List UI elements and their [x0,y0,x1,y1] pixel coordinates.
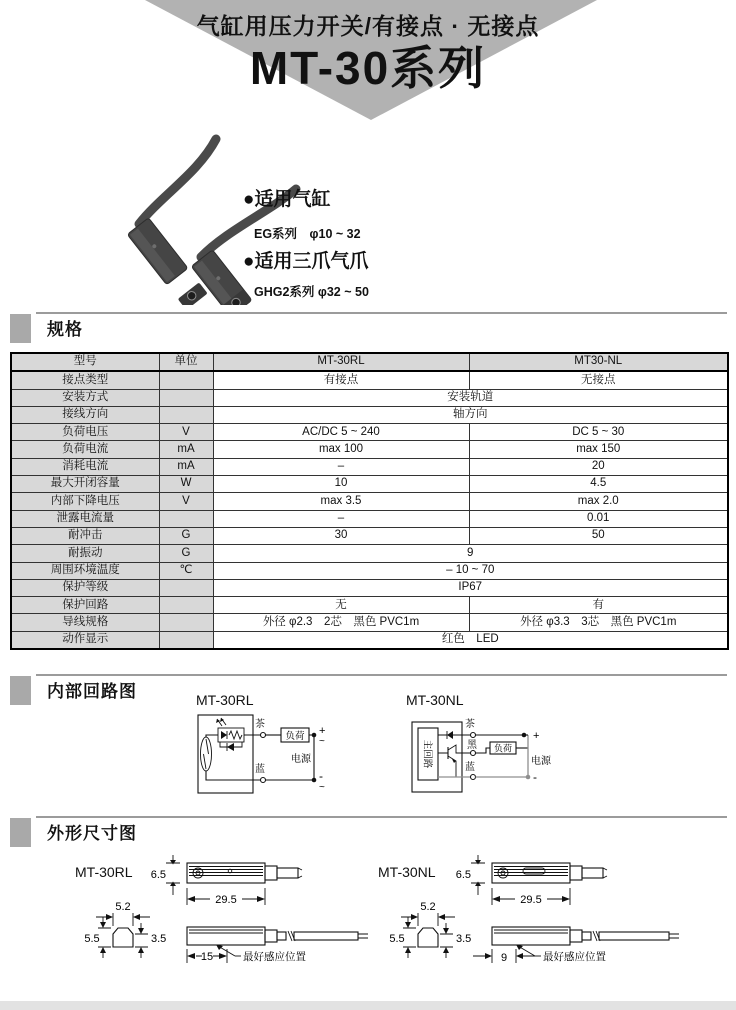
minus-label: - [319,769,323,783]
black-label: 黑 [467,740,477,751]
spec-value: 有接点 [213,371,469,389]
spec-unit: mA [159,458,213,475]
spec-value: 外径 φ2.3 2芯 黑色 PVC1m [213,614,469,631]
led-resistor-block [216,718,244,751]
svg-text:5.2: 5.2 [115,901,131,913]
cross-section [389,901,471,958]
section-rule [36,816,727,818]
svg-text:3.5: 3.5 [151,933,167,945]
spec-label: 导线规格 [11,614,159,631]
svg-text:5.5: 5.5 [389,933,405,945]
page-title: MT-30系列 [249,42,487,94]
spec-label: 保护等级 [11,579,159,596]
blue-label: 蓝 [465,762,475,773]
spec-unit [159,510,213,527]
product-photo [70,133,310,305]
spec-value: 无接点 [469,371,728,389]
spec-value: 红色 LED [213,631,728,649]
blue-wire [206,771,261,780]
table-row [11,579,728,596]
main-circuit-text [422,740,434,769]
sensor-body [127,218,207,305]
applicable-gripper-title: ●适用三爪气爪 [243,251,369,272]
applicable-gripper-detail: GHG2系列 φ32 ~ 50 [254,285,369,299]
section-title-spec: 规格 [47,320,83,339]
section-marker [10,676,31,705]
spec-label: 负荷电流 [11,441,159,458]
table-row [11,424,728,441]
spec-label: 耐振动 [11,545,159,562]
svg-text:6.5: 6.5 [455,869,471,881]
spec-unit: V [159,493,213,510]
spec-cell: 型号 [11,353,159,371]
sensor-cable [139,139,216,224]
applicable-cylinder-detail: EG系列 φ10 ~ 32 [254,227,361,241]
spec-label: 接线方向 [11,406,159,423]
dim-sense-offset [187,949,227,963]
sense-pointer [216,945,306,964]
spec-label: 动作显示 [11,631,159,649]
circuit-rl-label: MT-30RL [196,692,254,708]
spec-label: 泄露电流量 [11,510,159,527]
spec-unit: G [159,527,213,544]
spec-value: IP67 [213,579,728,596]
spec-label: 最大开闭容量 [11,476,159,493]
table-row [11,631,728,649]
table-row [11,371,728,389]
circuit-diagram-nl [402,706,562,798]
spec-value: 0.01 [469,510,728,527]
spec-value: 轴方向 [213,406,728,423]
circuit-nl-label: MT-30NL [406,692,464,708]
blue-terminal [261,778,266,783]
power-label: 电源 [291,754,311,765]
svg-text:最好感应位置: 最好感应位置 [243,951,306,963]
tilde-label: ~ [319,782,325,793]
spec-value: 外径 φ3.3 3芯 黑色 PVC1m [469,614,728,631]
side-view [187,927,368,945]
spec-value: max 100 [213,441,469,458]
spec-value: 10 [213,476,469,493]
circuit-diagram-rl [192,706,352,798]
svg-text:5.5: 5.5 [84,933,100,945]
spec-value: 30 [213,527,469,544]
spec-label: 周围环境温度 [11,562,159,579]
side-view [492,927,679,945]
load-label: 负荷 [493,743,513,754]
dim-height [151,855,180,895]
spec-unit: W [159,476,213,493]
sense-pointer [516,945,606,964]
dimension-drawing-nl [375,855,685,990]
minus-label: - [533,770,537,784]
svg-text:6.5: 6.5 [150,869,166,881]
svg-text:29.5: 29.5 [520,894,542,906]
table-row [11,458,728,475]
load-label: 负荷 [285,731,305,742]
blue-terminal [471,775,476,780]
spec-value: – [213,458,469,475]
spec-cell: MT-30RL [213,353,469,371]
table-row [11,493,728,510]
reed-switch-symbol [201,737,212,771]
applicable-cylinder-title: ●适用气缸 [243,189,331,210]
spec-unit [159,371,213,389]
plus-label: + [533,730,540,742]
page-footer-bar [0,1001,736,1010]
spec-unit [159,614,213,631]
spec-value: 50 [469,527,728,544]
table-row [11,597,728,614]
table-row [11,614,728,631]
table-header-row [11,353,728,371]
spec-label: 负荷电压 [11,424,159,441]
spec-unit [159,389,213,406]
spec-value: AC/DC 5 ~ 240 [213,424,469,441]
spec-label: 内部下降电压 [11,493,159,510]
dim-length [187,888,265,906]
spec-value: 有 [469,597,728,614]
top-view [492,863,607,883]
plus-label: + [319,725,326,737]
spec-value: – [213,510,469,527]
spec-value: max 150 [469,441,728,458]
spec-table [10,352,729,650]
spec-unit [159,579,213,596]
bullet-icon: ● [243,251,255,272]
dim-height [456,855,485,895]
circuit-box [412,722,462,792]
brown-terminal [261,733,266,738]
spec-label: 安装方式 [11,389,159,406]
spec-unit: ℃ [159,562,213,579]
section-marker [10,314,31,343]
section-rule [36,312,727,314]
svg-text:5.2: 5.2 [420,901,436,913]
cross-section [84,901,166,958]
table-row [11,441,728,458]
black-terminal [471,751,476,756]
spec-unit: V [159,424,213,441]
brown-terminal [471,733,476,738]
brown-label: 茶 [465,719,475,730]
section-rule [36,674,727,676]
circuit-box [198,715,253,793]
spec-value: 9 [213,545,728,562]
spec-label: 保护回路 [11,597,159,614]
spec-unit [159,597,213,614]
brown-label: 茶 [255,719,265,730]
section-marker [10,818,31,847]
spec-value: – 10 ~ 70 [213,562,728,579]
blue-label: 蓝 [255,764,265,775]
spec-unit: G [159,545,213,562]
table-row [11,406,728,423]
section-title-circuit: 内部回路图 [47,682,137,701]
tilde-label: ~ [319,736,325,747]
bullet-icon: ● [243,189,255,210]
spec-label: 消耗电流 [11,458,159,475]
page-subtitle: 气缸用压力开关/有接点 · 无接点 [196,13,540,39]
table-row [11,389,728,406]
spec-value: 无 [213,597,469,614]
table-row [11,476,728,493]
svg-text:29.5: 29.5 [215,894,237,906]
dim-nl-label: MT-30NL [378,864,436,880]
svg-text:最好感应位置: 最好感应位置 [543,951,606,963]
black-wire [476,748,491,753]
spec-value: 4.5 [469,476,728,493]
table-row [11,527,728,544]
spec-value: max 2.0 [469,493,728,510]
top-view [187,863,302,883]
svg-text:9: 9 [500,952,508,964]
table-row [11,562,728,579]
spec-unit [159,406,213,423]
dim-rl-label: MT-30RL [75,864,133,880]
spec-value: 20 [469,458,728,475]
dimension-drawing-rl [70,855,370,990]
dim-sense-offset [473,949,535,964]
spec-value: DC 5 ~ 30 [469,424,728,441]
svg-text:15: 15 [200,951,214,963]
spec-value: 安装轨道 [213,389,728,406]
spec-label: 耐冲击 [11,527,159,544]
spec-cell: MT30-NL [469,353,728,371]
diode-symbol [447,731,453,739]
power-label: 电源 [531,756,551,767]
section-title-dimension: 外形尺寸图 [47,824,137,843]
svg-text:主回路: 主回路 [421,739,433,769]
spec-unit: mA [159,441,213,458]
spec-cell: 单位 [159,353,213,371]
table-row [11,545,728,562]
svg-text:3.5: 3.5 [456,933,472,945]
table-row [11,510,728,527]
spec-unit [159,631,213,649]
dim-length [492,888,570,906]
spec-label: 接点类型 [11,371,159,389]
spec-value: max 3.5 [213,493,469,510]
